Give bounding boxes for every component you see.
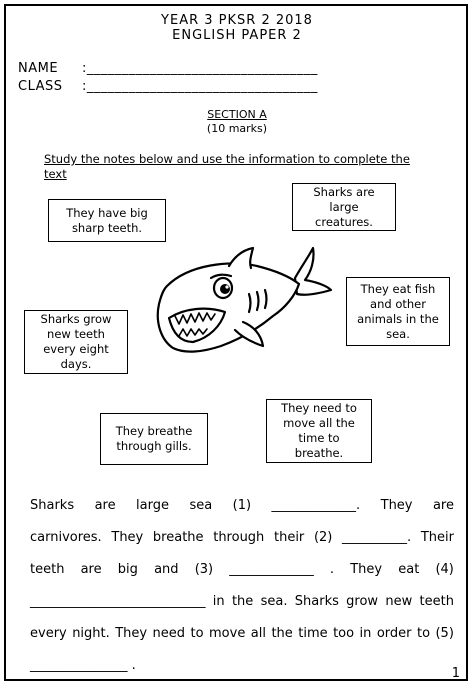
passage-line — [30, 650, 454, 682]
section-marks: (10 marks) — [206, 122, 268, 135]
class-label: CLASS — [18, 79, 63, 94]
note-box: Sharks are large creatures. — [292, 183, 396, 231]
note-box: They eat fish and other animals in the sea. — [346, 277, 450, 346]
passage-text — [30, 490, 454, 682]
page-number: 1 — [451, 666, 460, 681]
note-box: They need to move all the time to breathe. — [266, 399, 372, 463]
passage-line: ___________________________ in the sea. Sharks grow new teeth — [30, 586, 454, 618]
note-box: Sharks grow new teeth every eight days. — [24, 310, 128, 374]
paper-title-line2: ENGLISH PAPER 2 — [172, 28, 302, 43]
note-box: They have big sharp teeth. — [48, 199, 166, 242]
name-label: NAME — [18, 61, 59, 76]
shark-illustration — [145, 242, 335, 368]
passage-line: teeth are big and (3) _____________ . They eat (4) — [30, 554, 454, 586]
class-field[interactable]: :_________________________________ — [82, 79, 318, 94]
answer-blank-3[interactable]: _____________ — [229, 562, 314, 577]
passage-line: Sharks are large sea (1) _____________. They are — [30, 490, 454, 522]
passage-line: every night. They need to move all the time too in order to (5) — [30, 626, 454, 641]
paper-title-line1: YEAR 3 PKSR 2 2018 — [161, 13, 313, 28]
answer-blank-1[interactable]: _____________. — [271, 498, 361, 513]
answer-blank-5[interactable]: _______________ . — [30, 658, 136, 673]
passage-line: carnivores. They breathe through their (2) __________. Their — [30, 522, 454, 554]
instruction-text: Study the notes below and use the information to complete the text — [44, 152, 410, 181]
note-box: They breathe through gills. — [100, 413, 208, 465]
name-field[interactable]: :_________________________________ — [82, 61, 318, 76]
section-title: SECTION A — [207, 108, 267, 121]
answer-blank-4[interactable]: ___________________________ — [30, 594, 206, 609]
answer-blank-2[interactable]: __________. — [342, 530, 412, 545]
